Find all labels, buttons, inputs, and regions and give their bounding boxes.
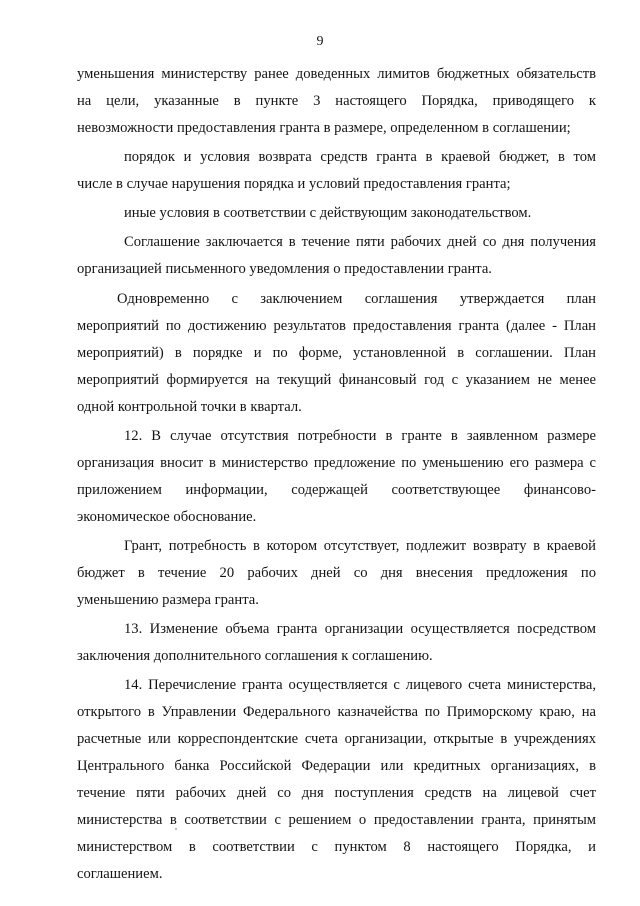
document-body [77,61,596,888]
text-line: Соглашение заключается в течение пяти рабочих дней со дня получения [124,234,596,250]
text-line: одной контрольной точки в квартал. [77,399,302,415]
text-line: организацией письменного уведомления о предоставлении гранта. [77,261,492,277]
text-line: заключения дополнительного соглашения к соглашению. [77,648,433,664]
text-line: иные условия в соответствии с действующим законодательством. [124,205,532,221]
text-line: Одновременно с заключением соглашения утверждается план [117,291,596,307]
text-line: мероприятий) в порядке и по форме, установленной в соглашении. План [77,345,596,361]
text-line: экономическое обоснование. [77,509,257,525]
text-line: числе в случае нарушения порядка и условий предоставления гранта; [77,176,511,192]
text-line: уменьшения министерству ранее доведенных лимитов бюджетных обязательств [77,66,596,82]
page-number: 9 [316,34,324,49]
text-line: расчетные или корреспондентские счета организации, открытые в учреждениях [77,731,596,747]
text-line: уменьшению размера гранта. [77,592,259,608]
text-line: на цели, указанные в пункте 3 настоящего Порядка, приводящего к [77,93,596,109]
text-line: приложением информации, содержащей соответствующее финансово- [77,482,596,498]
text-line: невозможности предоставления гранта в размере, определенном в соглашении; [77,120,571,136]
text-line: министерства в соответствии с решением о предоставлении гранта, принятым [77,812,596,828]
text-line: мероприятий по достижению результатов предоставления гранта (далее - План [77,318,596,334]
text-line: бюджет в течение 20 рабочих дней со дня внесения предложения по [77,565,596,581]
text-line: открытого в Управлении Федерального казначейства по Приморскому краю, на [77,704,596,720]
text-line: порядок и условия возврата средств гранта в краевой бюджет, в том [124,149,596,165]
scan-speck [175,828,177,830]
text-line: 12. В случае отсутствия потребности в гранте в заявленном размере [124,428,596,444]
text-line: течение пяти рабочих дней со дня поступления средств на лицевой счет [77,785,596,801]
text-line: мероприятий формируется на текущий финансовый год с указанием не менее [77,372,596,388]
text-line: 13. Изменение объема гранта организации осуществляется посредством [124,621,596,637]
text-line: организация вносит в министерство предложение по уменьшению его размера с [77,455,596,471]
text-line: министерством в соответствии с пунктом 8 настоящего Порядка, и [77,839,596,855]
text-line: 14. Перечисление гранта осуществляется с лицевого счета министерства, [124,677,596,693]
text-line: Центрального банка Российской Федерации или кредитных организациях, в [77,758,596,774]
text-line: соглашением. [77,866,163,882]
text-line: Грант, потребность в котором отсутствует, подлежит возврату в краевой [124,538,596,554]
